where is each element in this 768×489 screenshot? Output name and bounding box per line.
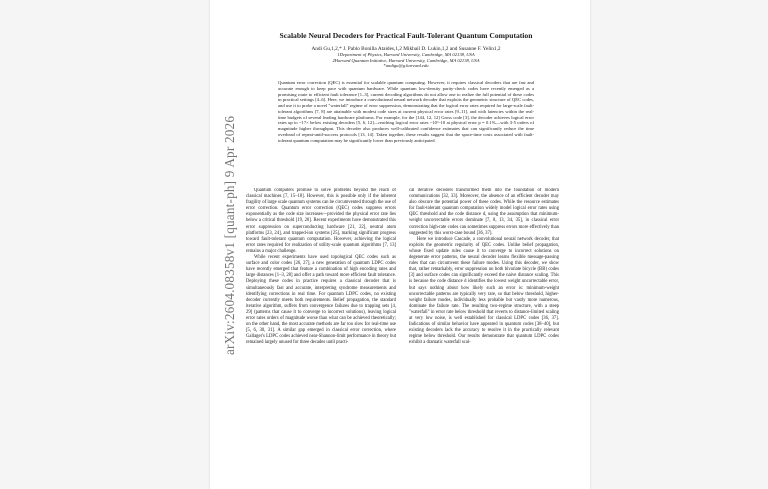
abstract: Quantum error correction (QEC) is essential for scalable quantum computing. However, it requires classical decoders that are fast and accurate enough to keep pace with quantum hardware. While quantum low-density parity-check codes have recently emerged as a promising route to efficient fault tolerance [1–3], current decoding algorithms do not allow one to realize the full potential of these codes in practical settings [4–6]. Here, we introduce a convolutional neural network decoder that exploits the geometric structure of QEC codes, and use it to probe a novel "waterfall" regime of error suppression, demonstrating that the logical error rates required for large-scale fault-tolerant algorithms [7, 8] are attainable with modest code sizes at current physical error rates [9–11], and with latencies within the real-time budgets of several leading hardware platforms. For example, for the [144, 12, 12] Gross code [3], the decoder achieves logical error rates up to ~17× below existing decoders [5, 6, 12]—reaching logical error rates ~10^-10 at physical error p = 0.1%—with 3-5 orders of magnitude higher throughput. This decoder also produces well-calibrated confidence estimates that can significantly reduce the time overhead of repeat-until-success protocols [13, 14]. Taken together, these results suggest that the space-time costs associated with fault-tolerant quantum computation may be significantly lower than previously anticipated. [278, 80, 534, 143]
paragraph: cal iterative decoders transformed them into the foundation of modern communications [32, 33]. Moreover, the absence of an efficient decoder may also obscure the potential power of these codes. While the resource estimates for fault-tolerant quantum computation widely model logical error rates using QEC threshold and the code distance d, using the assumption that minimum-weight uncorrectable errors dominate [7, 8, 13, 34, 35], in classical error correction high-rate codes can sometimes suppress errors more effectively than suggested by this worst-case bound [36, 37]. [409, 188, 559, 236]
body-column-left [246, 188, 396, 486]
affiliation-1: 1Department of Physics, Harvard University, Cambridge, MA 02138, USA [337, 52, 475, 58]
paper-title: Scalable Neural Decoders for Practical Fault-Tolerant Quantum Computation [279, 31, 533, 40]
author-list: Andi Gu,1,2,* J. Pablo Bonilla Ataides,1,2 Mikhail D. Lukin,1,2 and Susanne F. Yelin1,2 [311, 46, 501, 52]
paragraph: Here we introduce Cascade, a convolutional neural network decoder, that exploits the geometric regularity of QEC codes. Unlike belief propagation, whose fixed update rules cause it to converge to incorrect solutions on degenerate error patterns, the neural decoder learns flexible message-passing rules that can circumvent these failure modes. Using this decoder, we show that, rather remarkably, error suppression on both bivariate bicycle (BB) codes [3] and surface codes can significantly exceed the naive distance scaling. This is because the code distance d identifies the lowest weight uncorrectable error, but says nothing about how likely such an error is: minimum-weight uncorrectable patterns are typically very rare, so that below threshold, higher-weight failure modes, individually less probable but vastly more numerous, dominate the failure rate. The resulting two-regime structure, with a steep "waterfall" in error rate below threshold that reverts to distance-limited scaling at very low noise, is well established for classical LDPC codes [36, 37]. Indications of similar behavior have appeared in quantum codes [38–40], but existing decoders lack the accuracy to resolve it in the practically relevant regime below threshold. Our results demonstrate that quantum LDPC codes exhibit a dramatic waterfall scal- [409, 236, 559, 346]
paragraph: While recent experiments have used topological QEC codes such as surface and color codes [26, 27], a new generation of quantum LDPC codes have recently emerged that feature a combination of high encoding rates and large distances [1–3, 28] and offer a path toward more efficient fault tolerance. Deploying these codes in practice requires a classical decoder that is simultaneously fast and accurate, interpreting syndrome measurements and identifying corrections in real time. For quantum LDPC codes, no existing decoder currently meets both requirements. Belief propagation, the standard iterative algorithm, suffers from convergence failures due to trapping sets [4, 29] (patterns that cause it to converge to incorrect solutions), leaving logical error rates orders of magnitude worse than what can be achieved theoretically; on the other hand, the most accurate methods are far too slow for real-time use [5, 6, 30, 31]. A similar gap emerged in classical error correction, where Gallager's LDPC codes achieved near-Shannon-limit performance in theory but remained largely unused for three decades until practi- [246, 255, 396, 346]
author-email[interactable]: *andigu@g.harvard.edu [383, 63, 429, 69]
arxiv-stamp[interactable]: arXiv:2604.08358v1 [quant-ph] 9 Apr 2026 [222, 115, 237, 355]
body-column-right [409, 188, 559, 486]
author-block [236, 46, 576, 69]
affiliation-2: 2Harvard Quantum Initiative, Harvard University, Cambridge, MA 02138, USA [332, 57, 480, 63]
paragraph: Quantum computers promise to solve problems beyond the reach of classical machines [7, 15–18]. However, this is possible only if the inherent fragility of large scale quantum systems can be circumvented through the use of error correction. Quantum error correction (QEC) codes suppress errors exponentially as the code size increases—provided the physical error rate lies below a critical threshold [19, 20]. Recent experiments have demonstrated this error suppression on superconducting hardware [21, 22], neutral atom platforms [23, 24], and trapped-ion systems [25], marking significant progress toward fault-tolerant quantum computation. However, achieving the logical error rates required for realization of utility-scale quantum algorithms [7, 13] remains a major challenge. [246, 188, 396, 254]
